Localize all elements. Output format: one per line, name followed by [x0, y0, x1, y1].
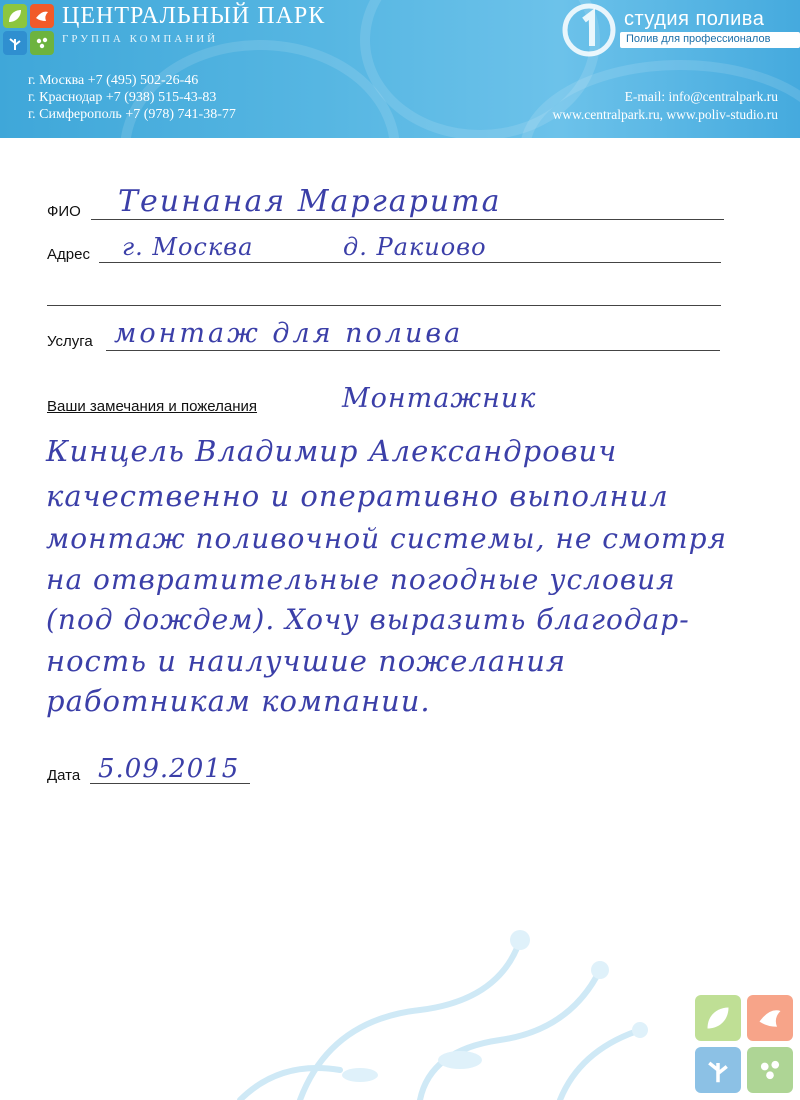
address-label: Адрес	[47, 246, 90, 263]
studio-tagline-bar	[620, 32, 800, 48]
plant-icon	[695, 1047, 741, 1093]
contact-moscow: г. Москва +7 (495) 502-26-46	[28, 73, 199, 88]
contact-krasnodar: г. Краснодар +7 (938) 515-43-83	[28, 90, 217, 105]
address-line	[99, 262, 721, 263]
plant-icon	[3, 31, 27, 55]
fio-label: ФИО	[47, 203, 81, 220]
service-value: монтаж для полива	[114, 318, 464, 349]
date-value: 5.09.2015	[98, 754, 240, 784]
leaf-icon	[3, 4, 27, 28]
remark-line: качественно и оперативно выполнил	[46, 479, 669, 513]
address-city: г. Москва	[122, 233, 254, 261]
remark-line: ность и наилучшие пожелания	[46, 644, 567, 678]
berries-icon	[747, 1047, 793, 1093]
address-village: д. Ракиово	[343, 233, 487, 261]
leaf-icon	[695, 995, 741, 1041]
floral-decoration	[0, 900, 800, 1100]
service-label: Услуга	[47, 333, 93, 350]
contact-phones	[28, 72, 236, 123]
company-logo	[3, 4, 55, 56]
remark-line: (под дождем). Хочу выразить благодар-	[46, 603, 690, 636]
remark-line: Монтажник	[342, 383, 537, 414]
web-contacts	[553, 88, 778, 124]
blank-line	[47, 305, 721, 306]
studio-title: студия полива	[624, 8, 765, 30]
studio-tagline: Полив для профессионалов	[626, 33, 771, 45]
bird-icon	[747, 995, 793, 1041]
brand-name: ЦЕНТРАЛЬНЫЙ ПАРК	[62, 3, 326, 29]
fio-line	[91, 219, 724, 220]
remark-line: на отвратительные погодные условия	[46, 563, 676, 596]
service-line	[106, 350, 720, 351]
studio-logo	[560, 2, 800, 58]
remarks-label: Ваши замечания и пожелания	[47, 398, 258, 415]
contact-simferopol: г. Симферополь +7 (978) 741-38-77	[28, 107, 236, 122]
company-logo-faded	[695, 995, 795, 1095]
websites: www.centralpark.ru, www.poliv-studio.ru	[552, 107, 778, 122]
drop-logo-icon	[560, 2, 618, 58]
date-label: Дата	[47, 767, 81, 784]
remark-line: Кинцель Владимир Александрович	[46, 434, 618, 468]
fio-value: Теинаная Маргарита	[118, 184, 502, 219]
bird-icon	[30, 4, 54, 28]
brand-subtitle: ГРУППА КОМПАНИЙ	[62, 33, 219, 45]
email: E-mail: info@centralpark.ru	[624, 89, 778, 104]
berries-icon	[30, 31, 54, 55]
remark-line: монтаж поливочной системы, не смотря	[46, 522, 728, 555]
letterhead	[0, 0, 800, 138]
remark-line: работникам компании.	[46, 684, 431, 718]
